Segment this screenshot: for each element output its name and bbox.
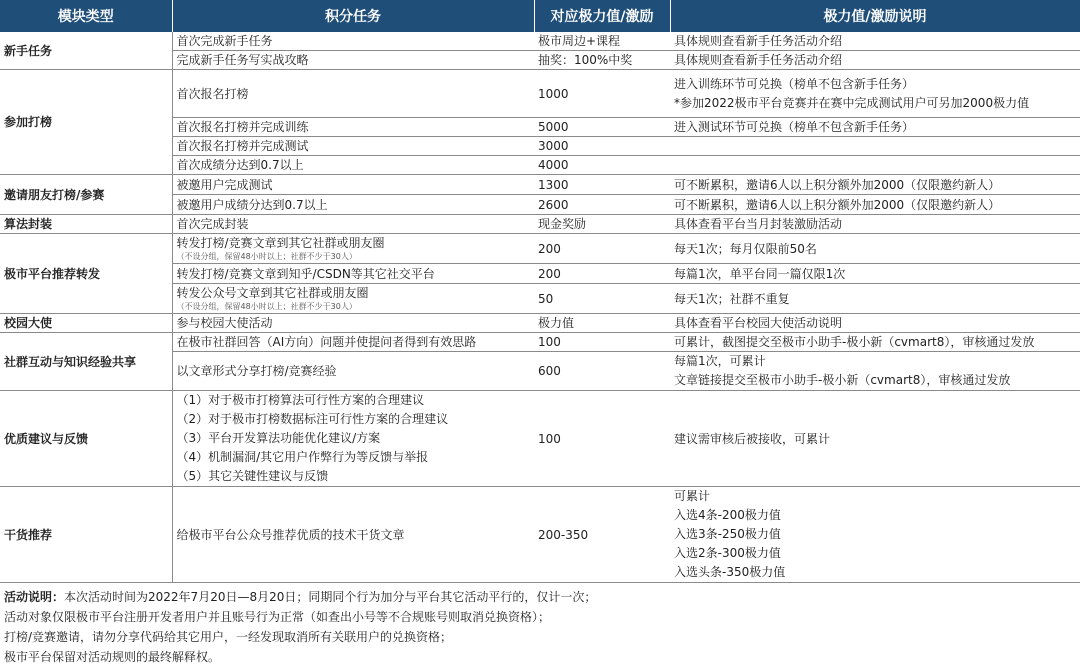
desc-line: 入选头条-350极力值	[674, 565, 786, 579]
table-row	[0, 391, 1080, 487]
category-invite: 邀请朋友打榜/参赛	[0, 175, 172, 215]
points-cell: 1000	[534, 70, 670, 118]
desc-line: *参加2022极市平台竞赛并在赛中完成测试用户可另加2000极力值	[674, 95, 1030, 110]
task-cell: 参与校园大使活动	[172, 314, 534, 333]
desc-cell: 可累计，截图提交至极市小助手-极小新（cvmart8），审核通过发放	[670, 333, 1080, 352]
task-cell	[172, 234, 534, 264]
category-algo: 算法封装	[0, 215, 172, 234]
points-cell: 50	[534, 284, 670, 314]
desc-cell: 每天1次；每月仅限前50名	[670, 234, 1080, 264]
task-cell: 以文章形式分享打榜/竞赛经验	[172, 352, 534, 391]
task-cell: 给极市平台公众号推荐优质的技术干货文章	[172, 487, 534, 583]
desc-cell: 每篇1次，单平台同一篇仅限1次	[670, 264, 1080, 284]
table-row	[0, 32, 1080, 51]
feedback-item: （4）机制漏洞/其它用户作弊行为等反馈与举报	[176, 450, 429, 464]
category-dry-goods: 干货推荐	[0, 487, 172, 583]
notes-line-4: 极市平台保留对活动规则的最终解释权。	[4, 650, 221, 664]
desc-cell	[670, 156, 1080, 175]
header-task: 积分任务	[172, 0, 534, 32]
category-community: 社群互动与知识经验共享	[0, 333, 172, 391]
feedback-item: （5）其它关键性建议与反馈	[176, 469, 329, 483]
task-cell: 首次报名打榜并完成训练	[172, 118, 534, 137]
table-row	[0, 333, 1080, 352]
desc-cell: 建议需审核后被接收，可累计	[670, 391, 1080, 487]
points-cell: 200-350	[534, 487, 670, 583]
notes-label: 活动说明：	[4, 590, 65, 604]
points-cell: 现金奖励	[534, 215, 670, 234]
points-cell: 200	[534, 234, 670, 264]
points-cell: 200	[534, 264, 670, 284]
desc-cell: 具体查看平台校园大使活动说明	[670, 314, 1080, 333]
task-cell: 首次完成封装	[172, 215, 534, 234]
points-cell: 600	[534, 352, 670, 391]
points-cell: 2600	[534, 195, 670, 215]
table-row	[0, 487, 1080, 583]
points-cell: 抽奖：100%中奖	[534, 51, 670, 70]
task-cell: 在极市社群回答（AI方向）问题并使提问者得到有效思路	[172, 333, 534, 352]
desc-cell	[670, 352, 1080, 391]
header-description: 极力值/激励说明	[670, 0, 1080, 32]
points-cell: 100	[534, 391, 670, 487]
desc-cell: 每天1次；社群不重复	[670, 284, 1080, 314]
feedback-item: （2）对于极市打榜数据标注可行性方案的合理建议	[176, 412, 449, 426]
desc-line: 每篇1次，可累计	[674, 354, 766, 368]
feedback-item: （3）平台开发算法功能优化建议/方案	[176, 431, 381, 445]
task-cell	[172, 391, 534, 487]
points-cell: 5000	[534, 118, 670, 137]
points-cell: 极市周边+课程	[534, 32, 670, 51]
task-note: （不设分组，保留48小时以上；社群不少于30人）	[176, 252, 357, 261]
task-cell: 首次报名打榜并完成测试	[172, 137, 534, 156]
points-cell: 1300	[534, 175, 670, 195]
desc-line: 入选4条-200极力值	[674, 508, 781, 522]
points-cell: 3000	[534, 137, 670, 156]
task-cell	[172, 284, 534, 314]
task-cell: 首次成绩分达到0.7以上	[172, 156, 534, 175]
table-row	[0, 70, 1080, 118]
header-module-type: 模块类型	[0, 0, 172, 32]
desc-line: 文章链接提交至极市小助手-极小新（cvmart8），审核通过发放	[674, 373, 1011, 387]
category-feedback: 优质建议与反馈	[0, 391, 172, 487]
category-campus: 校园大使	[0, 314, 172, 333]
desc-line: 进入训练环节可兑换（榜单不包含新手任务）	[674, 76, 915, 91]
desc-line: 入选3条-250极力值	[674, 527, 781, 541]
task-cell: 被邀用户成绩分达到0.7以上	[172, 195, 534, 215]
points-cell: 100	[534, 333, 670, 352]
desc-line: 可累计	[674, 489, 711, 503]
points-cell: 4000	[534, 156, 670, 175]
task-text: 转发公众号文章到其它社群或朋友圈	[176, 286, 369, 300]
table-row	[0, 175, 1080, 195]
table-header-row	[0, 0, 1080, 32]
desc-cell: 具体查看平台当月封装激励活动	[670, 215, 1080, 234]
desc-cell: 可不断累积，邀请6人以上积分额外加2000（仅限邀约新人）	[670, 175, 1080, 195]
points-cell: 极力值	[534, 314, 670, 333]
task-note: （不设分组，保留48小时以上；社群不少于30人）	[176, 302, 357, 311]
table-row	[0, 314, 1080, 333]
category-newbie: 新手任务	[0, 32, 172, 70]
task-cell: 首次完成新手任务	[172, 32, 534, 51]
category-repost: 极市平台推荐转发	[0, 234, 172, 314]
notes-line-1	[4, 587, 1080, 607]
desc-cell: 具体规则查看新手任务活动介绍	[670, 51, 1080, 70]
desc-cell	[670, 487, 1080, 583]
task-cell: 转发打榜/竞赛文章到知乎/CSDN等其它社交平台	[172, 264, 534, 284]
desc-cell	[670, 137, 1080, 156]
header-points: 对应极力值/激励	[534, 0, 670, 32]
task-cell: 首次报名打榜	[172, 70, 534, 118]
table-row	[0, 215, 1080, 234]
task-cell: 被邀用户完成测试	[172, 175, 534, 195]
desc-cell: 进入测试环节可兑换（榜单不包含新手任务）	[670, 118, 1080, 137]
desc-cell: 可不断累积，邀请6人以上积分额外加2000（仅限邀约新人）	[670, 195, 1080, 215]
task-cell: 完成新手任务写实战攻略	[172, 51, 534, 70]
notes-line-2: 活动对象仅限极市平台注册开发者用户并且账号行为正常（如查出小号等不合规账号则取消兑换资格）；	[4, 610, 551, 624]
desc-cell: 具体规则查看新手任务活动介绍	[670, 32, 1080, 51]
table-row	[0, 234, 1080, 264]
feedback-item: （1）对于极市打榜算法可行性方案的合理建议	[176, 393, 425, 407]
notes-line-3: 打榜/竞赛邀请，请勿分享代码给其它用户，一经发现取消所有关联用户的兑换资格；	[4, 630, 453, 644]
desc-cell	[670, 70, 1080, 118]
notes-text: 本次活动时间为2022年7月20日—8月20日；同期同个行为加分与平台其它活动平行的，仅计一次；	[64, 590, 597, 604]
activity-notes	[0, 587, 1080, 667]
task-text: 转发打榜/竞赛文章到其它社群或朋友圈	[176, 236, 385, 250]
desc-line: 入选2条-300极力值	[674, 546, 781, 560]
category-leaderboard: 参加打榜	[0, 70, 172, 175]
